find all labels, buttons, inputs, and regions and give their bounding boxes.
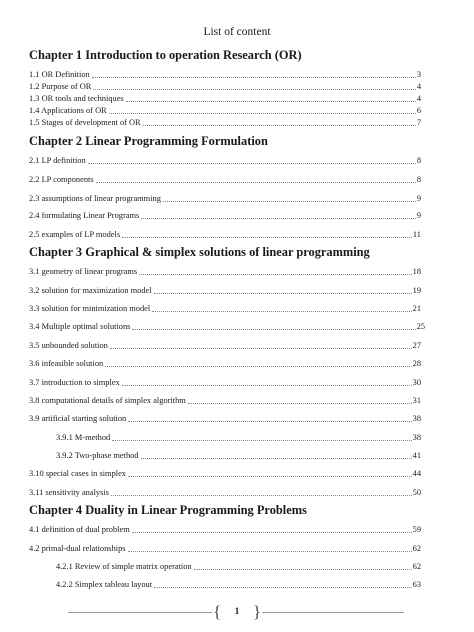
dot-leader [122, 237, 412, 238]
dot-leader [132, 532, 412, 533]
entry-page: 21 [412, 304, 421, 313]
entry-label: 3.9 artificial starting solution [29, 414, 127, 423]
entry-page: 50 [412, 488, 421, 497]
entry-label: 4.2.2 Simplex tableau layout [56, 580, 153, 589]
chapter-heading: Chapter 4 Duality in Linear Programming Problems [29, 503, 307, 517]
dot-leader [152, 311, 411, 312]
entry-page: 8 [416, 156, 421, 165]
entry-page: 63 [412, 580, 421, 589]
entry-label: 2.2 LP components [29, 175, 94, 184]
entry-label: 3.2 solution for maximization model [29, 286, 152, 295]
dot-leader [112, 440, 411, 441]
entry-label: 4.2.1 Review of simple matrix operation [56, 562, 192, 571]
dot-leader [96, 182, 416, 183]
dot-leader [128, 551, 412, 552]
dot-leader [110, 348, 412, 349]
entry-label: 1.5 Stages of development of OR [29, 118, 141, 127]
footer-rule-right [262, 612, 404, 613]
toc-subentry[interactable] [56, 432, 421, 443]
entry-label: 3.5 unbounded solution [29, 341, 108, 350]
dot-leader [105, 366, 411, 367]
entry-page: 62 [412, 562, 421, 571]
toc-entry[interactable] [29, 155, 421, 166]
dot-leader [154, 587, 412, 588]
entry-page: 18 [412, 267, 421, 276]
footer-rule-left [68, 612, 212, 613]
entry-page: 6 [416, 106, 421, 115]
dot-leader [128, 476, 412, 477]
entry-page: 59 [412, 525, 421, 534]
entry-label: 3.7 introduction to simplex [29, 378, 120, 387]
right-brace-icon: } [253, 602, 262, 621]
dot-leader [143, 125, 416, 126]
toc-subentry[interactable] [56, 561, 421, 572]
toc-entry[interactable] [29, 303, 421, 314]
entry-page: 19 [412, 286, 421, 295]
entry-label: 3.9.1 M-method [56, 433, 111, 442]
dot-leader [154, 293, 412, 294]
toc-entry[interactable] [29, 285, 421, 296]
entry-label: 2.5 examples of LP models [29, 230, 121, 239]
entry-page: 30 [412, 378, 421, 387]
toc-entry[interactable] [29, 93, 421, 104]
entry-page: 41 [412, 451, 421, 460]
entry-page: 7 [416, 118, 421, 127]
entry-page: 44 [412, 469, 421, 478]
entry-label: 3.4 Multiple optimal solutions [29, 322, 131, 331]
toc-entry[interactable] [29, 105, 421, 116]
entry-page: 27 [412, 341, 421, 350]
entry-label: 4.2 primal-dual relationships [29, 544, 126, 553]
toc-subentry[interactable] [56, 450, 421, 461]
entry-page: 4 [416, 82, 421, 91]
entry-page: 4 [416, 94, 421, 103]
left-brace-icon: { [213, 602, 222, 621]
entry-page: 38 [412, 433, 421, 442]
entry-label: 3.8 computational details of simplex algorithm [29, 396, 186, 405]
dot-leader [88, 163, 416, 164]
entry-page: 62 [412, 544, 421, 553]
toc-entry[interactable] [29, 117, 421, 128]
toc-entry[interactable] [29, 543, 421, 554]
toc-entry[interactable] [29, 377, 421, 388]
dot-leader [92, 77, 416, 78]
dot-leader [194, 569, 412, 570]
toc-entry[interactable] [29, 210, 421, 221]
chapter-heading: Chapter 2 Linear Programming Formulation [29, 134, 268, 148]
chapter-heading: Chapter 1 Introduction to operation Research (OR) [29, 48, 302, 62]
entry-page: 8 [416, 175, 421, 184]
toc-entry[interactable] [29, 81, 421, 92]
toc-entry[interactable] [29, 266, 421, 277]
entry-page: 25 [416, 322, 425, 331]
dot-leader [93, 89, 415, 90]
toc-entry[interactable] [29, 340, 421, 351]
toc-entry[interactable] [29, 524, 421, 535]
entry-label: 1.2 Purpose of OR [29, 82, 92, 91]
entry-page: 11 [412, 230, 421, 239]
toc-entry[interactable] [29, 413, 421, 424]
entry-label: 3.10 special cases in simplex [29, 469, 126, 478]
entry-label: 2.3 assumptions of linear programming [29, 194, 161, 203]
dot-leader [111, 495, 412, 496]
entry-label: 3.11 sensitivity analysis [29, 488, 109, 497]
dot-leader [122, 385, 412, 386]
chapter-heading: Chapter 3 Graphical & simplex solutions of linear programming [29, 245, 370, 259]
dot-leader [132, 329, 415, 330]
page-number: 1 [234, 606, 240, 616]
dot-leader [163, 201, 416, 202]
toc-subentry[interactable] [56, 579, 421, 590]
dot-leader [141, 218, 416, 219]
toc-entry[interactable] [29, 174, 421, 185]
dot-leader [126, 101, 416, 102]
toc-entry[interactable] [29, 358, 421, 369]
dot-leader [128, 421, 411, 422]
dot-leader [188, 403, 412, 404]
entry-label: 3.9.2 Two-phase method [56, 451, 139, 460]
entry-label: 1.3 OR tools and techniques [29, 94, 124, 103]
dot-leader [141, 458, 412, 459]
entry-page: 3 [416, 70, 421, 79]
toc-entry[interactable] [29, 487, 421, 498]
dot-leader [109, 113, 416, 114]
toc-entry[interactable] [29, 321, 425, 332]
toc-entry[interactable] [29, 468, 421, 479]
entry-label: 3.6 infeasible solution [29, 359, 104, 368]
entry-page: 9 [416, 194, 421, 203]
toc-entry[interactable] [29, 69, 421, 80]
entry-page: 38 [412, 414, 421, 423]
entry-label: 1.1 OR Definition [29, 70, 90, 79]
entry-page: 28 [412, 359, 421, 368]
entry-page: 9 [416, 211, 421, 220]
entry-label: 4.1 definition of dual problem [29, 525, 130, 534]
toc-entry[interactable] [29, 193, 421, 204]
dot-leader [139, 274, 411, 275]
page-title: List of content [203, 26, 271, 38]
entry-label: 3.1 geometry of linear programs [29, 267, 138, 276]
entry-label: 2.1 LP definition [29, 156, 86, 165]
entry-label: 3.3 solution for minimization model [29, 304, 151, 313]
entry-label: 2.4 formulating Linear Programs [29, 211, 140, 220]
toc-entry[interactable] [29, 229, 421, 240]
toc-entry[interactable] [29, 395, 421, 406]
entry-page: 31 [412, 396, 421, 405]
entry-label: 1.4 Applications of OR [29, 106, 107, 115]
